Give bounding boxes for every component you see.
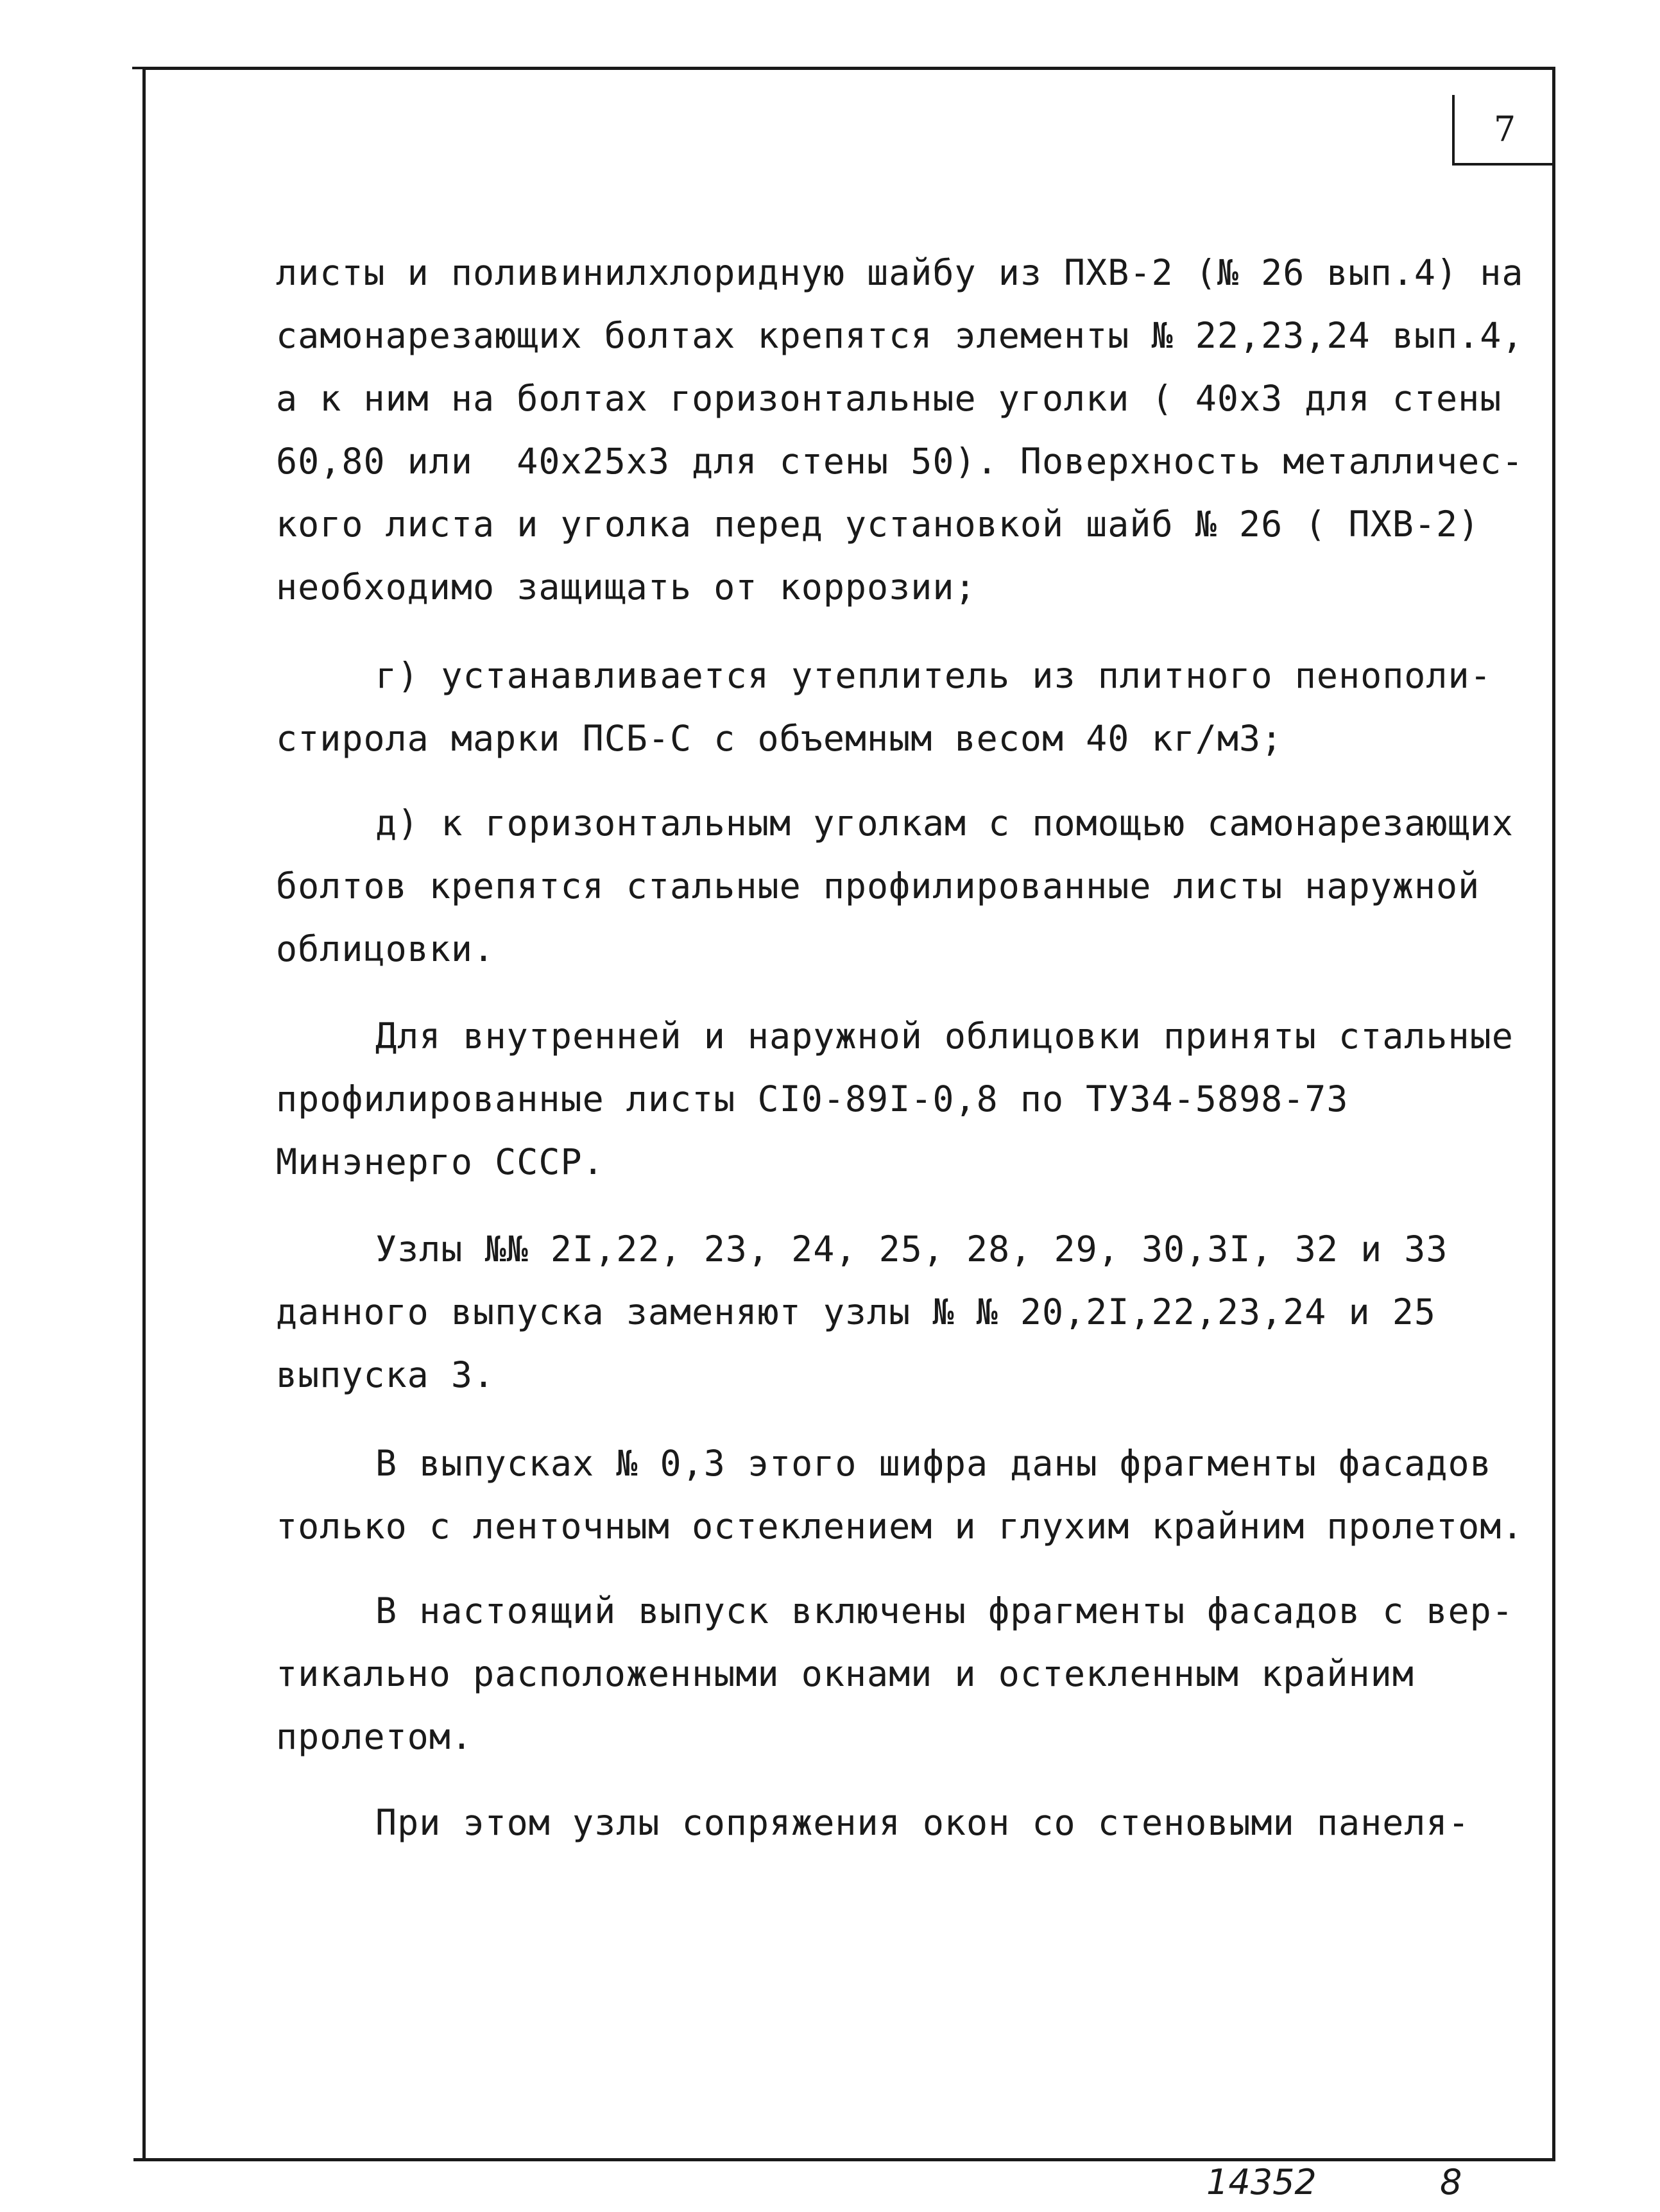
text-line: Узлы №№ 2I,22, 23, 24, 25, 28, 29, 30,3I, 32 и 33: [375, 1229, 1448, 1270]
text-line: данного выпуска заменяют узлы № № 20,2I,22,23,24 и 25: [276, 1291, 1436, 1332]
text-line: 60,80 или 40х25х3 для стены 50). Поверхность металличес-: [276, 441, 1524, 482]
text-line: Минэнерго СССР.: [276, 1141, 604, 1182]
page-frame-right: [1552, 67, 1555, 2161]
text-line: тикально расположенными окнами и остекленным крайним: [276, 1653, 1414, 1694]
text-line: стирола марки ПСБ-С с объемным весом 40 кг/м3;: [276, 718, 1283, 759]
text-line: а к ним на болтах горизонтальные уголки ( 40х3 для стены: [276, 378, 1502, 419]
text-line: Для внутренней и наружной облицовки приняты стальные: [375, 1016, 1514, 1057]
text-line: только с ленточным остеклением и глухим крайним пролетом.: [276, 1506, 1524, 1547]
text-line: В настоящий выпуск включены фрагменты фасадов с вер-: [375, 1590, 1514, 1631]
sheet-number: 8: [1440, 2162, 1462, 2202]
page-number: 7: [1493, 108, 1516, 149]
text-line: д) к горизонтальным уголкам с помощью самонарезающих: [375, 803, 1514, 844]
frame-corner-tick: [132, 67, 142, 69]
text-line: В выпусках № 0,3 этого шифра даны фрагменты фасадов: [375, 1443, 1492, 1484]
text-line: необходимо защищать от коррозии;: [276, 566, 977, 608]
text-line: самонарезающих болтах крепятся элементы № 22,23,24 вып.4,: [276, 315, 1524, 356]
text-line: листы и поливинилхлоридную шайбу из ПХВ-2 (№ 26 вып.4) на: [276, 252, 1524, 293]
text-line: профилированные листы СI0-89I-0,8 по ТУ34-5898-73: [276, 1078, 1349, 1119]
text-line: При этом узлы сопряжения окон со стеновыми панеля-: [375, 1802, 1470, 1843]
text-line: облицовки.: [276, 928, 495, 969]
text-line: болтов крепятся стальные профилированные листы наружной: [276, 865, 1480, 906]
text-line: г) устанавливается утеплитель из плитного пенополи-: [375, 655, 1492, 696]
page-frame-bottom: [133, 2158, 1555, 2161]
page-number-box: [1452, 95, 1555, 166]
text-line: пролетом.: [276, 1716, 474, 1757]
page-frame-left: [142, 67, 146, 2161]
text-line: выпуска 3.: [276, 1354, 495, 1395]
inventory-number: 14352: [1206, 2162, 1317, 2202]
page-frame-top: [142, 67, 1555, 70]
text-line: кого листа и уголка перед установкой шайб № 26 ( ПХВ-2): [276, 504, 1480, 545]
